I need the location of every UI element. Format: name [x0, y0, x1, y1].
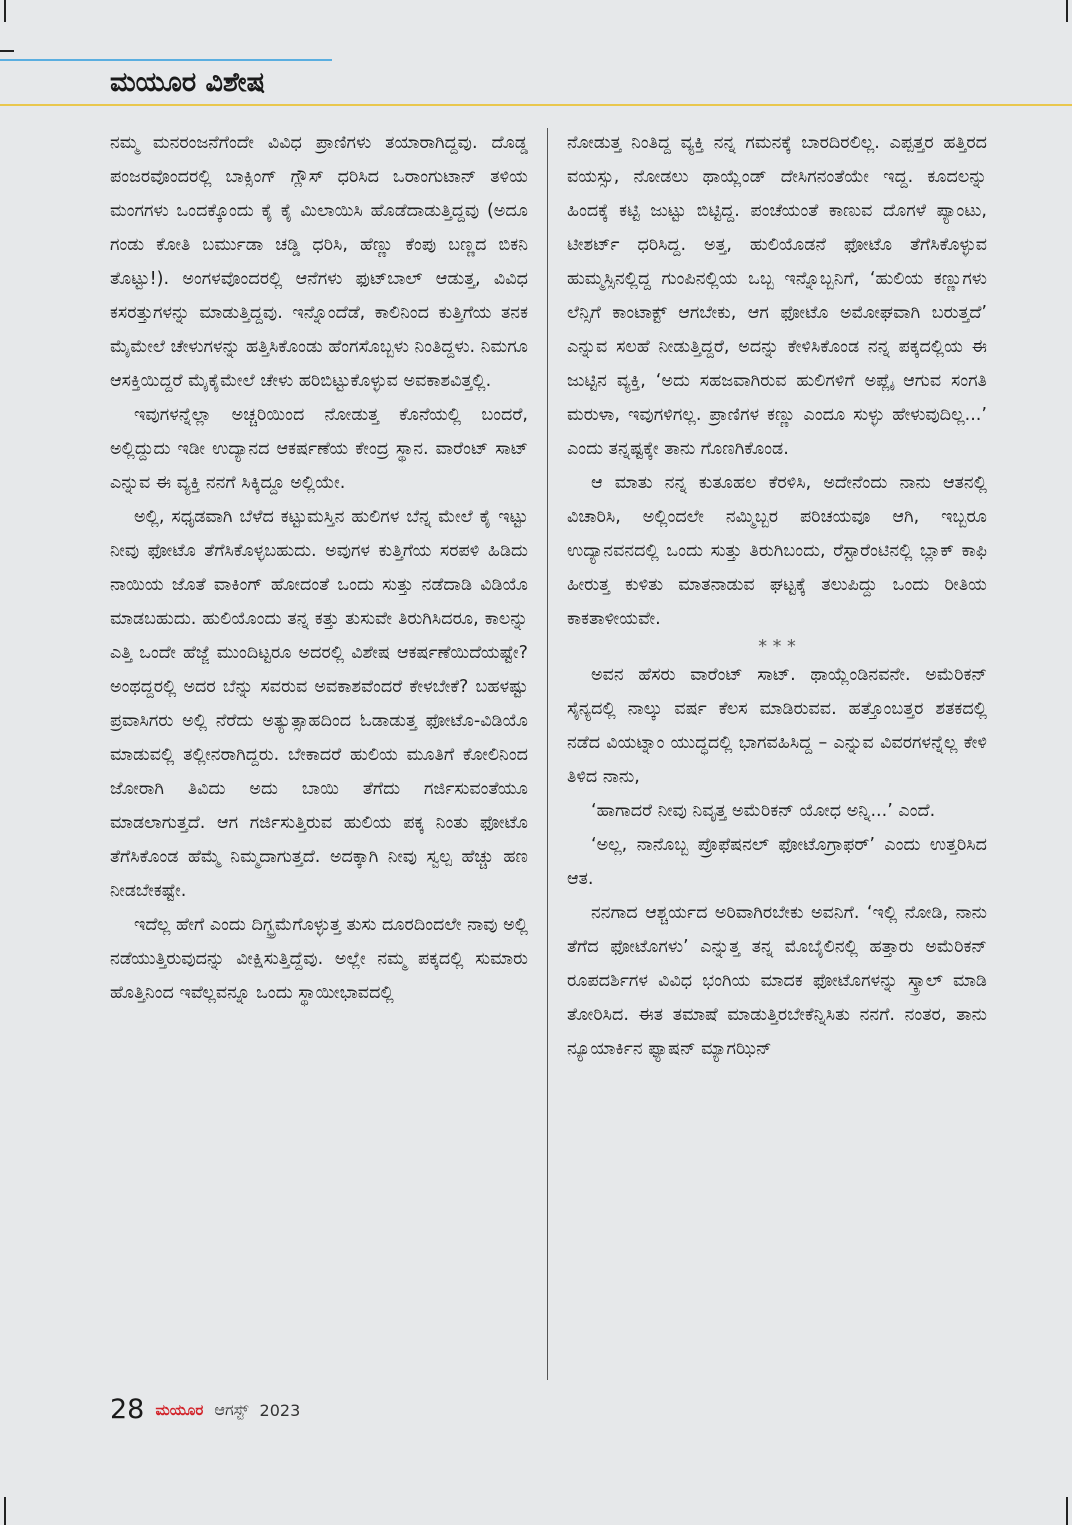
page-footer	[110, 1392, 300, 1428]
section-title: ಮಯೂರ ವಿಶೇಷ	[110, 67, 265, 98]
column-divider	[547, 128, 548, 1380]
paragraph: ಇದೆಲ್ಲ ಹೇಗೆ ಎಂದು ದಿಗ್ಭ್ರಮೆಗೊಳ್ಳುತ್ತ ತುಸು ದೂರದಿಂದಲೇ ನಾವು ಅಲ್ಲಿ ನಡೆಯುತ್ತಿರುವುದನ್ನು ವೀಕ್ಷಿಸುತ್ತಿದ್ದೆವು. ಅಲ್ಲೇ ನಮ್ಮ ಪಕ್ಕದಲ್ಲಿ ಸುಮಾರು ಹೊತ್ತಿನಿಂದ ಇವೆಲ್ಲವನ್ನೂ ಒಂದು ಸ್ಥಾಯೀಭಾವದಲ್ಲಿ	[110, 915, 528, 1003]
paragraph: ಇವುಗಳನ್ನೆಲ್ಲಾ ಅಚ್ಚರಿಯಿಂದ ನೋಡುತ್ತ ಕೊನೆಯಲ್ಲಿ ಬಂದರೆ, ಅಲ್ಲಿದ್ದುದು ಇಡೀ ಉದ್ಯಾನದ ಆಕರ್ಷಣೆಯ ಕೇಂದ್ರ ಸ್ಥಾನ. ವಾರೆಂಟ್ ಸಾಟ್ ಎನ್ನುವ ಈ ವ್ಯಕ್ತಿ ನನಗೆ ಸಿಕ್ಕಿದ್ದೂ ಅಲ್ಲಿಯೇ.	[110, 405, 528, 493]
header-rule-blue	[0, 59, 332, 61]
article-column-left	[110, 126, 528, 1378]
magazine-name: ಮಯೂರ	[155, 1401, 204, 1419]
issue-year: 2023	[259, 1400, 301, 1420]
article-column-right	[567, 126, 987, 1378]
crop-mark-top-right	[1066, 0, 1068, 22]
page-number: 28	[110, 1394, 145, 1425]
section-break: * * *	[758, 637, 796, 657]
crop-mark-bottom-right	[1066, 1497, 1068, 1525]
paragraph: ನನಗಾದ ಆಶ್ಚರ್ಯದ ಅರಿವಾಗಿರಬೇಕು ಅವನಿಗೆ. ‘ಇಲ್ಲಿ ನೋಡಿ, ನಾನು ತೆಗೆದ ಫೋಟೊಗಳು’ ಎನ್ನುತ್ತ ತನ್ನ ಮೊಬೈಲಿನಲ್ಲಿ ಹತ್ತಾರು ಅಮೆರಿಕನ್ ರೂಪದರ್ಶಿಗಳ ವಿವಿಧ ಭಂಗಿಯ ಮಾದಕ ಫೋಟೊಗಳನ್ನು ಸ್ಕ್ರಾಲ್ ಮಾಡಿ ತೋರಿಸಿದ. ಈತ ತಮಾಷೆ ಮಾಡುತ್ತಿರಬೇಕೆನ್ನಿಸಿತು ನನಗೆ. ನಂತರ, ತಾನು ನ್ಯೂಯಾರ್ಕಿನ ಫ್ಯಾಷನ್ ಮ್ಯಾಗಝಿನ್	[567, 903, 987, 1059]
crop-mark-left-middle	[0, 50, 14, 52]
paragraph: ನಮ್ಮ ಮನರಂಜನೆಗೆಂದೇ ವಿವಿಧ ಪ್ರಾಣಿಗಳು ತಯಾರಾಗಿದ್ದವು. ದೊಡ್ಡ ಪಂಜರವೊಂದರಲ್ಲಿ ಬಾಕ್ಸಿಂಗ್ ಗ್ಲೌಸ್ ಧರಿಸಿದ ಒರಾಂಗುಟಾನ್ ತಳಿಯ ಮಂಗಗಳು ಒಂದಕ್ಕೊಂದು ಕೈ ಕೈ ಮಿಲಾಯಿಸಿ ಹೊಡೆದಾಡುತ್ತಿದ್ದವು (ಅದೂ ಗಂಡು ಕೋತಿ ಬರ್ಮುಡಾ ಚಡ್ಡಿ ಧರಿಸಿ, ಹೆಣ್ಣು ಕೆಂಪು ಬಣ್ಣದ ಬಿಕನಿ ತೊಟ್ಟು!). ಅಂಗಳವೊಂದರಲ್ಲಿ ಆನೆಗಳು ಫುಟ್‌ಬಾಲ್ ಆಡುತ್ತ, ವಿವಿಧ ಕಸರತ್ತುಗಳನ್ನು ಮಾಡುತ್ತಿದ್ದವು. ಇನ್ನೊಂದೆಡೆ, ಕಾಲಿನಿಂದ ಕುತ್ತಿಗೆಯ ತನಕ ಮೈಮೇಲೆ ಚೇಳುಗಳನ್ನು ಹತ್ತಿಸಿಕೊಂಡು ಹೆಂಗಸೊಬ್ಬಳು ನಿಂತಿದ್ದಳು. ನಿಮಗೂ ಆಸಕ್ತಿಯಿದ್ದರೆ ಮೈಕೈಮೇಲೆ ಚೇಳು ಹರಿಬಿಟ್ಟುಕೊಳ್ಳುವ ಅವಕಾಶವಿತ್ತಲ್ಲಿ.	[110, 133, 528, 391]
paragraph: ಆ ಮಾತು ನನ್ನ ಕುತೂಹಲ ಕೆರಳಿಸಿ, ಅದೇನೆಂದು ನಾನು ಆತನಲ್ಲಿ ವಿಚಾರಿಸಿ, ಅಲ್ಲಿಂದಲೇ ನಮ್ಮಿಬ್ಬರ ಪರಿಚಯವೂ ಆಗಿ, ಇಬ್ಬರೂ ಉದ್ಯಾನವನದಲ್ಲಿ ಒಂದು ಸುತ್ತು ತಿರುಗಿಬಂದು, ರೆಸ್ಟಾರೆಂಟಿನಲ್ಲಿ ಬ್ಲಾಕ್ ಕಾಫಿ ಹೀರುತ್ತ ಕುಳಿತು ಮಾತನಾಡುವ ಘಟ್ಟಕ್ಕೆ ತಲುಪಿದ್ದು ಒಂದು ರೀತಿಯ ಕಾಕತಾಳೀಯವೇ.	[567, 473, 987, 629]
crop-mark-top-left	[4, 0, 6, 22]
paragraph: ನೋಡುತ್ತ ನಿಂತಿದ್ದ ವ್ಯಕ್ತಿ ನನ್ನ ಗಮನಕ್ಕೆ ಬಾರದಿರಲಿಲ್ಲ. ಎಪ್ಪತ್ತರ ಹತ್ತಿರದ ವಯಸ್ಸು, ನೋಡಲು ಥಾಯ್ಲೆಂಡ್ ದೇಸಿಗನಂತೆಯೇ ಇದ್ದ. ಕೂದಲನ್ನು ಹಿಂದಕ್ಕೆ ಕಟ್ಟಿ ಜುಟ್ಟು ಬಿಟ್ಟಿದ್ದ. ಪಂಚೆಯಂತೆ ಕಾಣುವ ದೊಗಳೆ ಪ್ಯಾಂಟು, ಟೀಶರ್ಟ್ ಧರಿಸಿದ್ದ. ಅತ್ತ, ಹುಲಿಯೊಡನೆ ಫೋಟೊ ತೆಗೆಸಿಕೊಳ್ಳುವ ಹುಮ್ಮಸ್ಸಿನಲ್ಲಿದ್ದ ಗುಂಪಿನಲ್ಲಿಯ ಒಬ್ಬ ಇನ್ನೊಬ್ಬನಿಗೆ, ‘ಹುಲಿಯ ಕಣ್ಣುಗಳು ಲೆನ್ಸಿಗೆ ಕಾಂಟಾಕ್ಟ್ ಆಗಬೇಕು, ಆಗ ಫೋಟೊ ಅಮೋಘವಾಗಿ ಬರುತ್ತದೆ’ ಎನ್ನುವ ಸಲಹೆ ನೀಡುತ್ತಿದ್ದರೆ, ಅದನ್ನು ಕೇಳಿಸಿಕೊಂಡ ನನ್ನ ಪಕ್ಕದಲ್ಲಿಯ ಈ ಜುಟ್ಟಿನ ವ್ಯಕ್ತಿ, ‘ಅದು ಸಹಜವಾಗಿರುವ ಹುಲಿಗಳಿಗೆ ಅಪ್ಲೈ ಆಗುವ ಸಂಗತಿ ಮರುಳಾ, ಇವುಗಳಿಗಲ್ಲ. ಪ್ರಾಣಿಗಳ ಕಣ್ಣು ಎಂದೂ ಸುಳ್ಳು ಹೇಳುವುದಿಲ್ಲ...’ ಎಂದು ತನ್ನಷ್ಟಕ್ಕೇ ತಾನು ಗೊಣಗಿಕೊಂಡ.	[567, 133, 987, 459]
paragraph: ‘ಅಲ್ಲ, ನಾನೊಬ್ಬ ಪ್ರೊಫೆಷನಲ್ ಫೋಟೊಗ್ರಾಫರ್’ ಎಂದು ಉತ್ತರಿಸಿದ ಆತ.	[567, 835, 987, 889]
paragraph: ಅವನ ಹೆಸರು ವಾರೆಂಟ್ ಸಾಟ್. ಥಾಯ್ಲೆಂಡಿನವನೇ. ಅಮೆರಿಕನ್ ಸೈನ್ಯದಲ್ಲಿ ನಾಲ್ಕು ವರ್ಷ ಕೆಲಸ ಮಾಡಿರುವವ. ಹತ್ತೊಂಬತ್ತರ ಶತಕದಲ್ಲಿ ನಡೆದ ವಿಯಟ್ನಾಂ ಯುದ್ಧದಲ್ಲಿ ಭಾಗವಹಿಸಿದ್ದ – ಎನ್ನುವ ವಿವರಗಳನ್ನೆಲ್ಲ ಕೇಳಿ ತಿಳಿದ ನಾನು,	[567, 665, 987, 787]
paragraph: ‘ಹಾಗಾದರೆ ನೀವು ನಿವೃತ್ತ ಅಮೆರಿಕನ್ ಯೋಧ ಅನ್ನಿ...’ ಎಂದೆ.	[591, 801, 936, 821]
issue-month: ಆಗಸ್ಟ್	[214, 1400, 249, 1419]
header-rule-yellow	[0, 104, 1072, 106]
crop-mark-bottom-left	[4, 1497, 6, 1525]
paragraph: ಅಲ್ಲಿ, ಸಧೃಡವಾಗಿ ಬೆಳೆದ ಕಟ್ಟುಮಸ್ತಿನ ಹುಲಿಗಳ ಬೆನ್ನ ಮೇಲೆ ಕೈ ಇಟ್ಟು ನೀವು ಫೋಟೊ ತೆಗೆಸಿಕೊಳ್ಳಬಹುದು. ಅವುಗಳ ಕುತ್ತಿಗೆಯ ಸರಪಳಿ ಹಿಡಿದು ನಾಯಿಯ ಜೊತೆ ವಾಕಿಂಗ್ ಹೋದಂತೆ ಒಂದು ಸುತ್ತು ನಡೆದಾಡಿ ವಿಡಿಯೊ ಮಾಡಬಹುದು. ಹುಲಿಯೊಂದು ತನ್ನ ಕತ್ತು ತುಸುವೇ ತಿರುಗಿಸಿದರೂ, ಕಾಲನ್ನು ಎತ್ತಿ ಒಂದೇ ಹೆಜ್ಜೆ ಮುಂದಿಟ್ಟರೂ ಅದರಲ್ಲಿ ವಿಶೇಷ ಆಕರ್ಷಣೆಯಿದೆಯಷ್ಟೇ? ಅಂಥದ್ದರಲ್ಲಿ ಅದರ ಬೆನ್ನು ಸವರುವ ಅವಕಾಶವೆಂದರೆ ಕೇಳಬೇಕೆ? ಬಹಳಷ್ಟು ಪ್ರವಾಸಿಗರು ಅಲ್ಲಿ ನೆರೆದು ಅತ್ಯುತ್ಸಾಹದಿಂದ ಓಡಾಡುತ್ತ ಫೋಟೊ-ವಿಡಿಯೊ ಮಾಡುವಲ್ಲಿ ತಲ್ಲೀನರಾಗಿದ್ದರು. ಬೇಕಾದರೆ ಹುಲಿಯ ಮೂತಿಗೆ ಕೋಲಿನಿಂದ ಜೋರಾಗಿ ತಿವಿದು ಅದು ಬಾಯಿ ತೆಗೆದು ಗರ್ಜಿಸುವಂತೆಯೂ ಮಾಡಲಾಗುತ್ತದೆ. ಆಗ ಗರ್ಜಿಸುತ್ತಿರುವ ಹುಲಿಯ ಪಕ್ಕ ನಿಂತು ಫೋಟೊ ತೆಗೆಸಿಕೊಂಡ ಹೆಮ್ಮೆ ನಿಮ್ಮದಾಗುತ್ತದೆ. ಅದಕ್ಕಾಗಿ ನೀವು ಸ್ವಲ್ಪ ಹೆಚ್ಚು ಹಣ ನೀಡಬೇಕಷ್ಟೇ.	[110, 507, 528, 901]
